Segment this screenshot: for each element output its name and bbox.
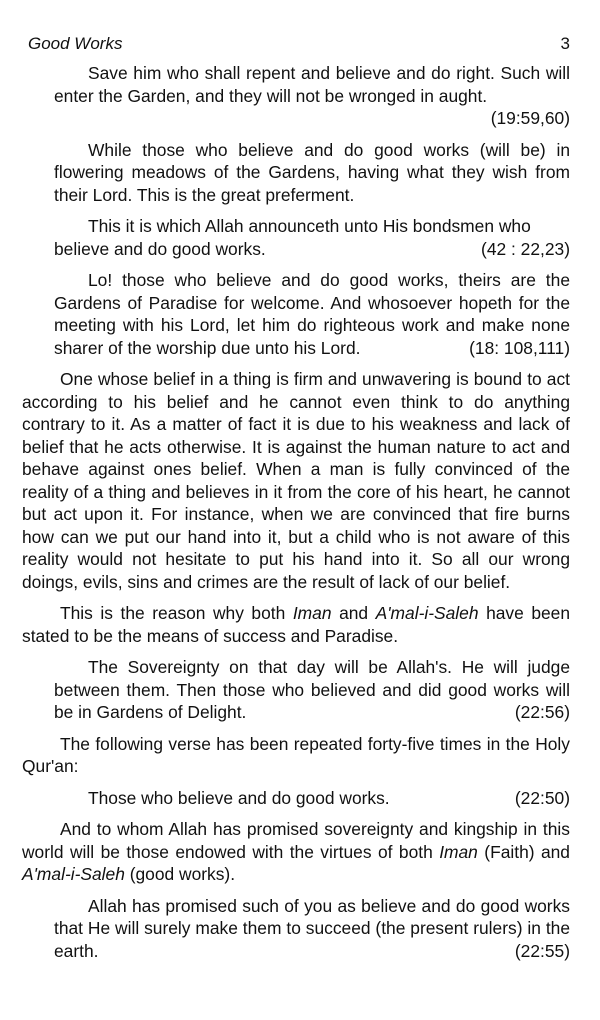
page-number: 3 <box>560 34 570 53</box>
quote-text-body: The Sovereignty on that day will be Allah's. He will judge between them. Then those who believed and did good works will be in Gardens of Delight. <box>54 657 570 722</box>
verse-reference: (18: 108,111) <box>469 337 570 358</box>
text-run: have been stated to be the means of success and Paradise. <box>22 603 571 646</box>
text-run: (Faith) and <box>477 841 570 862</box>
term-iman: Iman <box>292 603 332 623</box>
quote-text <box>54 269 570 359</box>
paragraph-sovereignty <box>22 818 570 886</box>
quote-22-56 <box>54 656 570 724</box>
verse-reference: (22:50) <box>514 787 570 808</box>
text-run: This is the reason why both <box>60 603 293 623</box>
quote-text: While those who believe and do good works (will be) in flowering meadows of the Gardens, having what they wish from their Lord. This is the great preferment. <box>54 139 570 205</box>
quote-text <box>54 656 570 724</box>
verse-reference: (22:56) <box>514 702 570 722</box>
quote-42-22 <box>54 215 570 260</box>
text-run: and <box>331 603 376 623</box>
quote-text: Those who believe and do good works. <box>88 787 390 808</box>
term-amal: A'mal-i-Saleh <box>22 864 125 884</box>
quote-19-59 <box>54 62 570 130</box>
quote-text: This it is which Allah announceth unto His bondsmen who <box>88 216 531 236</box>
verse-reference: (19:59,60) <box>490 108 570 128</box>
quote-line <box>54 787 570 810</box>
quote-18-108 <box>54 269 570 359</box>
paragraph-reason <box>22 602 570 647</box>
quote-gardens-meadows <box>54 139 570 207</box>
quote-text-body: Allah has promised such of you as believe and do good works that He will surely make them to succeed (the present rulers) in the earth. <box>54 895 570 961</box>
verse-reference: (42 : 22,23) <box>481 238 570 259</box>
paragraph-verse-repeated: The following verse has been repeated forty-five times in the Holy Qur'an: <box>22 733 570 776</box>
verse-reference: (22:55) <box>514 940 570 961</box>
page-header <box>28 34 570 54</box>
quote-22-50 <box>54 787 570 810</box>
quote-text: believe and do good works. <box>54 238 266 259</box>
quote-22-55 <box>54 895 570 963</box>
quote-text <box>54 895 570 963</box>
text-run: And to whom Allah has promised sovereignty and kingship in this world will be those endowed with the virtues of both <box>22 819 570 862</box>
term-amal: A'mal-i-Saleh <box>375 603 479 623</box>
term-iman: Iman <box>439 841 478 862</box>
paragraph-belief: One whose belief in a thing is firm and unwavering is bound to act according to his belief and he cannot even think to do anything contrary to it. As a matter of fact it is due to his weakness and lack of belief that he acts otherwise. It is against the human nature to act and behave against ones belief. When a man is fully convinced of the reality of a thing and believes in it from the core of his heart, he cannot but act upon it. For instance, when we are convinced that fire burns how can we put our hand into it, but a child who is not aware of this reality would not hesitate to put his hand into it. So all our wrong doings, evils, sins and crimes are the result of lack of our belief. <box>22 369 570 592</box>
quote-text: Save him who shall repent and believe and do right. Such will enter the Garden, and they will not be wronged in aught. <box>54 63 570 106</box>
text-run: (good works). <box>124 864 236 884</box>
quote-last-line <box>54 238 570 261</box>
page-body <box>22 62 570 971</box>
running-title: Good Works <box>28 34 123 53</box>
quote-text-body: Lo! those who believe and do good works, theirs are the Gardens of Paradise for welcome. And whosoever hopeth for the meeting with his Lord, let him do righteous work and make none sharer of the worship due unto his Lord. <box>54 270 570 358</box>
